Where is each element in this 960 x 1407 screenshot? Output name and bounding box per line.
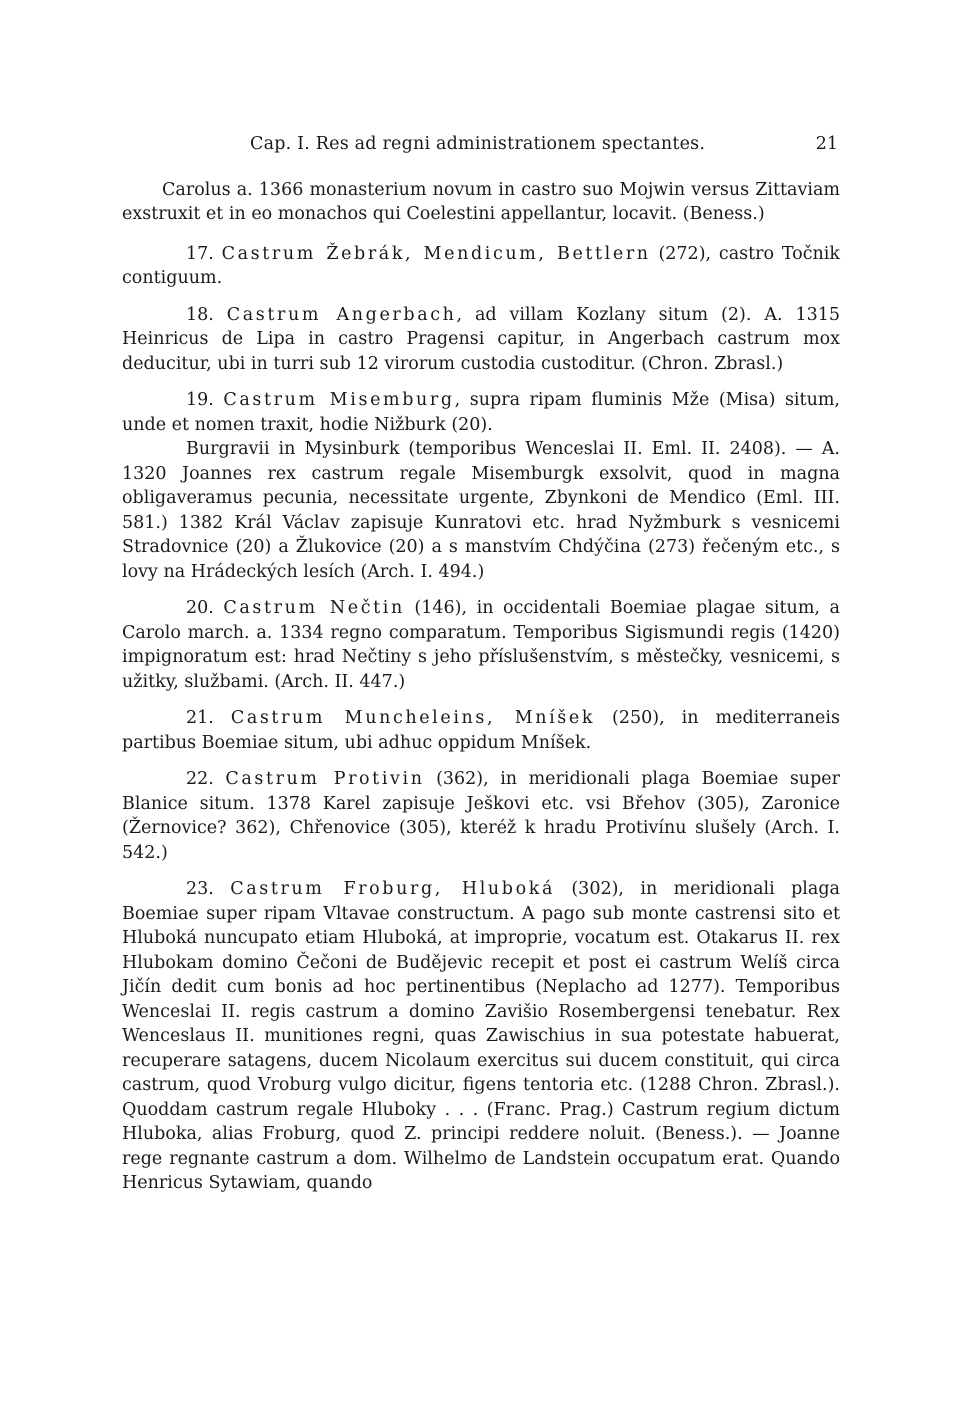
text-run: 20. — [186, 598, 224, 618]
castle-name: Castrum Misemburg — [223, 390, 455, 410]
text-run: 21. — [186, 708, 231, 728]
paragraph-p19b — [122, 437, 840, 584]
paragraph-p18 — [122, 303, 840, 377]
text-run: 19. — [186, 390, 224, 410]
text-run: 18. — [186, 304, 227, 325]
text-run: 17. — [186, 243, 222, 264]
paragraph-p-intro — [122, 178, 840, 227]
paragraph-p17 — [122, 242, 840, 291]
chapter-title: Cap. I. Res ad regni administrationem spectantes. — [250, 134, 706, 154]
paragraph-p19 — [122, 388, 840, 437]
text-run: 23. — [186, 879, 231, 899]
text-run: Burgravii in Mysinburk (temporibus Wenceslai II. Eml. II. 2408). — A. 1320 Joannes rex castrum regale Misemburgk exsolvit, quod in magna obligaveramus pecunia, necessitate urgente, Zbynkoni de Mendico (Eml. III. 581.) 1382 Král Václav zapisuje Kunratovi etc. hrad Nyžmburk s vesnicemi Stradovnice (20) a Žlukovice (20) a s manstvím Chdýčina (273) řečeným etc., s lovy na Hrádeckých lesích (Arch. I. 494.) — [122, 439, 840, 582]
text-run: (302), in meridionali plaga Boemiae super ripam Vltavae constructum. A pago sub monte castrensi sito et Hluboká nuncupato etiam Hluboká, at improprie, vocatum est. Otakarus II. rex Hlubokam domino Čečoni de Budějevic recepit et post ei castrum Welíš circa Jičín dedit cum bonis ad hoc pertinentibus (Neplacho ad 1277). Temporibus Wenceslai II. regis castrum a domino Zavišio Rosembergensi tenebatur. Rex Wenceslaus II. munitiones regni, quas Zawischius in sua potestate habuerat, recuperare satagens, ducem Nicolaum exercitus sui ducem constituit, qui circa castrum, quod Vroburg vulgo dicitur, figens tentoria etc. (1288 Chron. Zbrasl.). Quoddam castrum regale Hluboky . . . (Franc. Prag.) Castrum regium dictum Hluboka, alias Froburg, quod Z. principi reddere noluit. (Beness.). — Joanne rege regnante castrum a dom. Wilhelmo de Landstein occupatum erat. Quando Henricus Sytawiam, quando — [122, 879, 840, 1193]
paragraph-p20 — [122, 596, 840, 694]
text-run: (250), in mediterraneis partibus Boemiae situm, ubi adhuc oppidum Mníšek. — [122, 708, 840, 753]
running-header — [122, 132, 840, 157]
body-text — [122, 178, 840, 1196]
castle-name: Castrum Nečtin — [223, 598, 405, 618]
text-run: , ad villam Kozlany situm (2). A. 1315 Heinricus de Lipa in castro Pragensi capitur, in Angerbach castrum mox deducitur, ubi in turri sub 12 virorum custodia custoditur. (Chron. Zbrasl.) — [122, 304, 840, 374]
text-run: Carolus a. 1366 monasterium novum in castro suo Mojwin versus Zittaviam exstruxit et in eo monachos qui Coelestini appellantur, locavit. (Beness.) — [122, 179, 840, 224]
text-run: (146), in occidentali Boemiae plagae situm, a Carolo march. a. 1334 regno comparatum. Temporibus Sigismundi regis (1420) impignoratum est: hrad Nečtiny s jeho příslušenstvím, s městečky, vesnicemi, s užitky, službami. (Arch. II. 447.) — [122, 598, 840, 692]
paragraph-p21 — [122, 706, 840, 755]
castle-name: Castrum Žebrák, Mendicum, Bettlern — [221, 243, 651, 264]
text-run: 22. — [186, 769, 226, 789]
document-page — [122, 132, 840, 1208]
castle-name: Castrum Angerbach — [226, 304, 457, 325]
text-run: (362), in meridionali plaga Boemiae super Blanice situm. 1378 Karel zapisuje Ješkovi etc. vsi Břehov (305), Zaronice (Žernovice? 362), Chřenovice (305), kteréž k hradu Protivínu slušely (Arch. I. 542.) — [122, 769, 840, 863]
text-run: (272), castro Točnik contiguum. — [122, 243, 840, 288]
castle-name: Castrum Protivin — [225, 769, 425, 789]
text-run: , supra ripam fluminis Mže (Misa) situm, unde et nomen traxit, hodie Nižburk (20). — [122, 390, 840, 435]
paragraph-p22 — [122, 767, 840, 865]
paragraph-p23 — [122, 877, 840, 1196]
page-number: 21 — [815, 134, 838, 154]
castle-name: Castrum Froburg, Hluboká — [230, 879, 555, 899]
castle-name: Castrum Muncheleins, Mníšek — [230, 708, 596, 728]
